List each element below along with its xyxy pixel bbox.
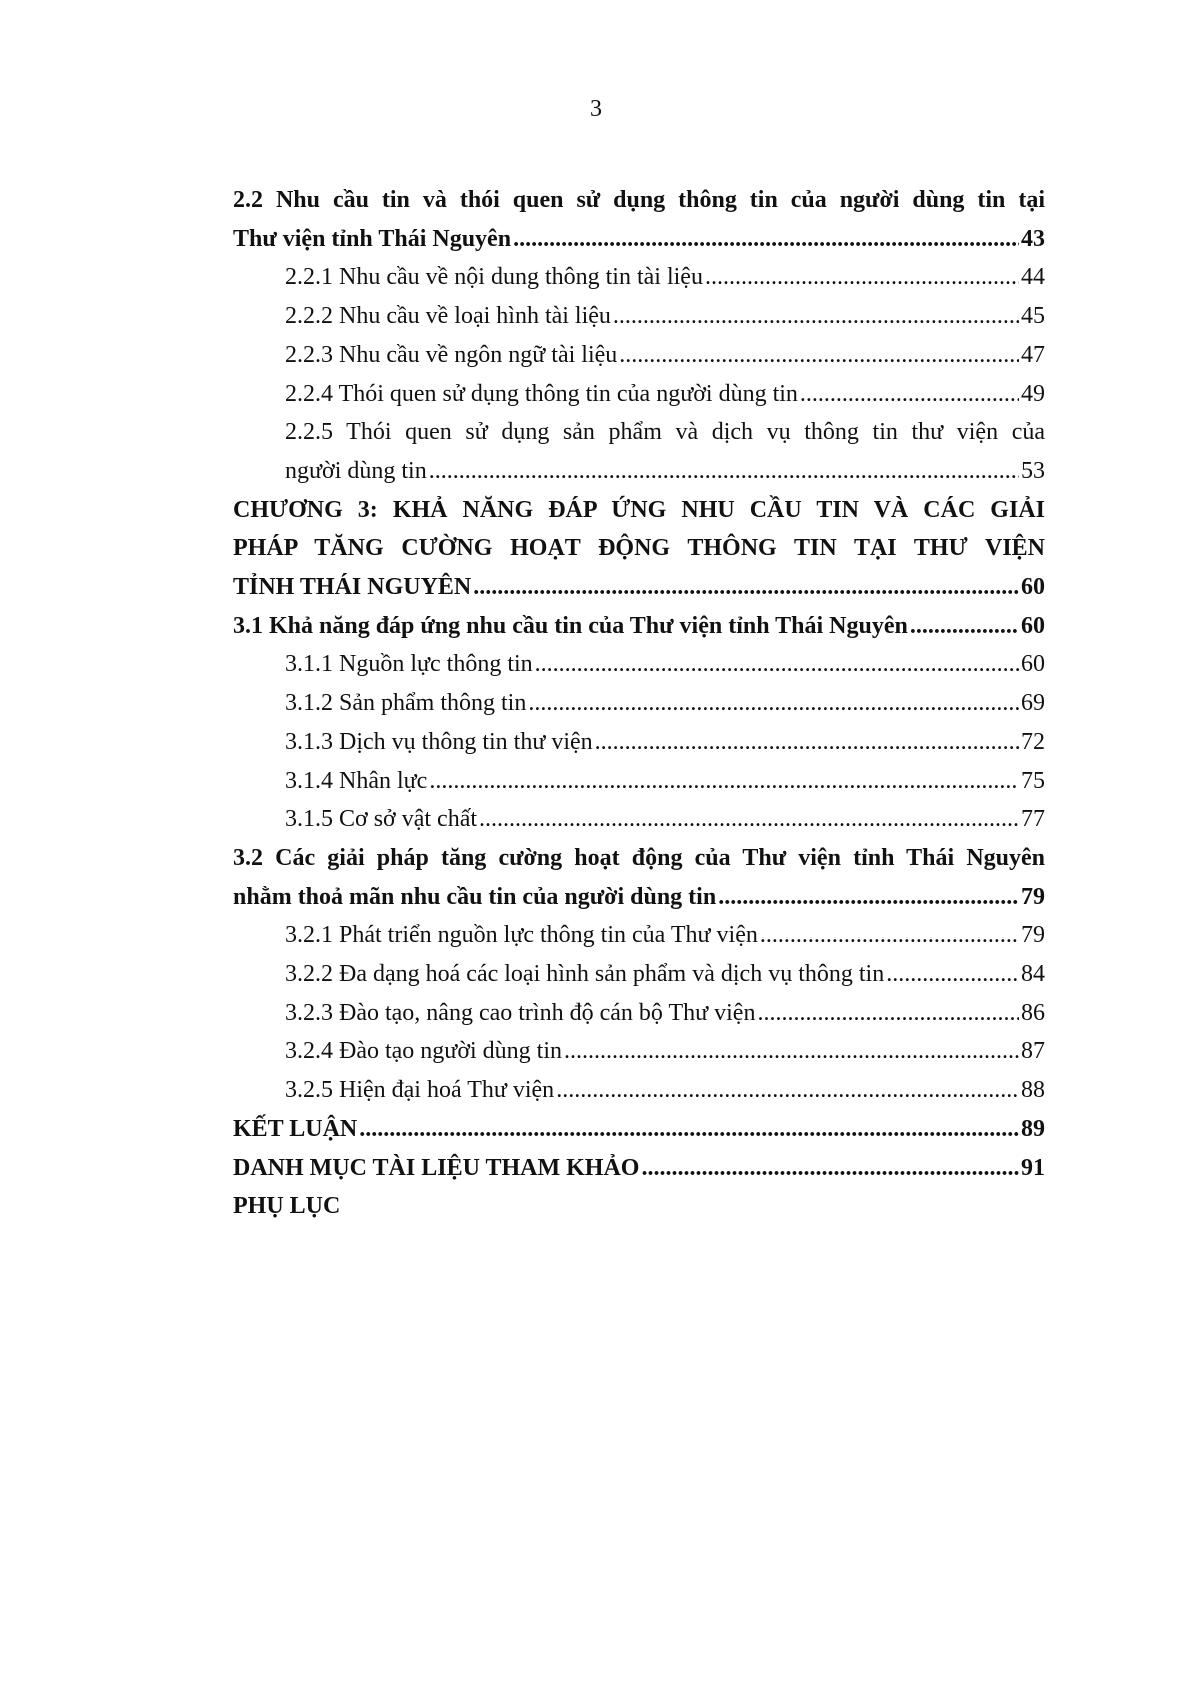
toc-page-number: 69 [1021,690,1045,717]
toc-entry-tai-lieu[interactable] [233,1149,1045,1188]
toc-page-number: 89 [1021,1115,1045,1142]
toc-entry-title-line: PHÁP TĂNG CƯỜNG HOẠT ĐỘNG THÔNG TIN TẠI THƯ VIỆN [233,535,1045,562]
toc-entry-title-line: 2.2 Nhu cầu tin và thói quen sử dụng thông tin của người dùng tin tại [233,187,1045,213]
dot-leader [613,297,1019,336]
toc-entry-title-line: 2.2.5 Thói quen sử dụng sản phẩm và dịch vụ thông tin thư viện của [285,419,1045,446]
toc-entry-3-2-2[interactable] [233,955,1045,994]
toc-entry-title: 2.2.3 Nhu cầu về ngôn ngữ tài liệu [285,341,618,368]
table-of-contents [233,181,1045,1226]
toc-page-number: 79 [1021,883,1045,910]
toc-entry-title: 3.2.2 Đa dạng hoá các loại hình sản phẩm và dịch vụ thông tin [285,961,885,988]
toc-entry-3-1-1[interactable] [233,645,1045,684]
toc-entry-title: 3.1.3 Dịch vụ thông tin thư viện [285,728,593,755]
dot-leader [718,878,1019,917]
page-number: 3 [590,96,602,122]
toc-page-number: 72 [1021,728,1045,755]
dot-leader [595,723,1019,762]
dot-leader [528,684,1019,723]
toc-entry-3-1-4[interactable] [233,762,1045,801]
toc-entry-title: TỈNH THÁI NGUYÊN [233,574,472,601]
toc-entry-3-2-4[interactable] [233,1032,1045,1071]
dot-leader [513,220,1019,259]
toc-entry-2-2-3[interactable] [233,336,1045,375]
toc-entry-title: 3.2.4 Đào tạo người dùng tin [285,1038,563,1065]
dot-leader [473,568,1019,607]
toc-entry-title: 3.2.1 Phát triển nguồn lực thông tin của Thư viện [285,922,758,949]
toc-page-number: 87 [1021,1038,1045,1065]
dot-leader [910,607,1019,646]
toc-entry-title: 3.2.5 Hiện đại hoá Thư viện [285,1077,555,1104]
toc-page-number: 84 [1021,961,1045,988]
toc-entry-phu-luc[interactable] [233,1187,1045,1226]
toc-entry-2-2-1[interactable] [233,258,1045,297]
toc-entry-title: 3.1 Khả năng đáp ứng nhu cầu tin của Thư viện tỉnh Thái Nguyên [233,612,908,639]
toc-entry-3-1-2[interactable] [233,684,1045,723]
toc-entry-3-2-1[interactable] [233,916,1045,955]
dot-leader [479,800,1019,839]
dot-leader [757,994,1019,1033]
toc-entry-2-2-4[interactable] [233,375,1045,414]
dot-leader [619,336,1019,375]
toc-page-number: 86 [1021,999,1045,1026]
dot-leader [359,1110,1019,1149]
dot-leader [641,1149,1019,1188]
toc-page-number: 60 [1021,612,1045,639]
toc-entry-2-2[interactable] [233,181,1045,258]
toc-page-number: 45 [1021,303,1045,330]
toc-entry-3-2-5[interactable] [233,1071,1045,1110]
toc-entry-3-1[interactable] [233,607,1045,646]
dot-leader [564,1032,1019,1071]
toc-page-number: 44 [1021,264,1045,291]
toc-entry-title: 2.2.1 Nhu cầu về nội dung thông tin tài liệu [285,264,703,291]
toc-entry-title: 3.1.1 Nguồn lực thông tin [285,651,533,678]
toc-entry-ket-luan[interactable] [233,1110,1045,1149]
toc-entry-title: KẾT LUẬN [233,1115,358,1142]
toc-page-number: 47 [1021,341,1045,368]
dot-leader [760,916,1019,955]
toc-page-number: 79 [1021,922,1045,949]
toc-entry-title: DANH MỤC TÀI LIỆU THAM KHẢO [233,1154,640,1181]
toc-entry-title-line: CHƯƠNG 3: KHẢ NĂNG ĐÁP ỨNG NHU CẦU TIN VÀ CÁC GIẢI [233,496,1045,523]
toc-entry-title-line: 3.2 Các giải pháp tăng cường hoạt động của Thư viện tỉnh Thái Nguyên [233,844,1045,871]
toc-entry-title: nhằm thoả mãn nhu cầu tin của người dùng tin [233,883,717,910]
toc-entry-title: 3.1.2 Sản phẩm thông tin [285,690,527,717]
toc-page-number: 60 [1021,574,1045,601]
toc-entry-title: Thư viện tỉnh Thái Nguyên [233,225,512,252]
toc-entry-chuong-3[interactable] [233,491,1045,607]
toc-entry-title: 3.1.5 Cơ sở vật chất [285,806,478,833]
toc-entry-title: người dùng tin [285,457,427,484]
toc-page-number: 53 [1021,457,1045,484]
dot-leader [886,955,1019,994]
toc-entry-title: 2.2.4 Thói quen sử dụng thông tin của người dùng tin [285,380,798,407]
toc-entry-2-2-2[interactable] [233,297,1045,336]
toc-page-number: 91 [1021,1154,1045,1181]
dot-leader [556,1071,1019,1110]
toc-entry-title: PHỤ LỤC [233,1193,341,1220]
toc-page-number: 60 [1021,651,1045,678]
toc-entry-2-2-5[interactable] [233,413,1045,490]
dot-leader [429,452,1019,491]
toc-entry-3-1-5[interactable] [233,800,1045,839]
dot-leader [429,762,1019,801]
dot-leader [535,645,1019,684]
toc-page-number: 75 [1021,767,1045,794]
toc-entry-3-2[interactable] [233,839,1045,916]
toc-entry-title: 3.1.4 Nhân lực [285,767,428,794]
dot-leader [705,258,1019,297]
toc-entry-title: 3.2.3 Đào tạo, nâng cao trình độ cán bộ Thư viện [285,999,756,1026]
toc-page-number: 49 [1021,380,1045,407]
dot-leader [800,375,1019,414]
toc-page-number: 43 [1021,225,1045,252]
toc-entry-title: 2.2.2 Nhu cầu về loại hình tài liệu [285,303,611,330]
toc-page-number: 77 [1021,806,1045,833]
toc-entry-3-1-3[interactable] [233,723,1045,762]
toc-page-number: 88 [1021,1077,1045,1104]
toc-entry-3-2-3[interactable] [233,994,1045,1033]
